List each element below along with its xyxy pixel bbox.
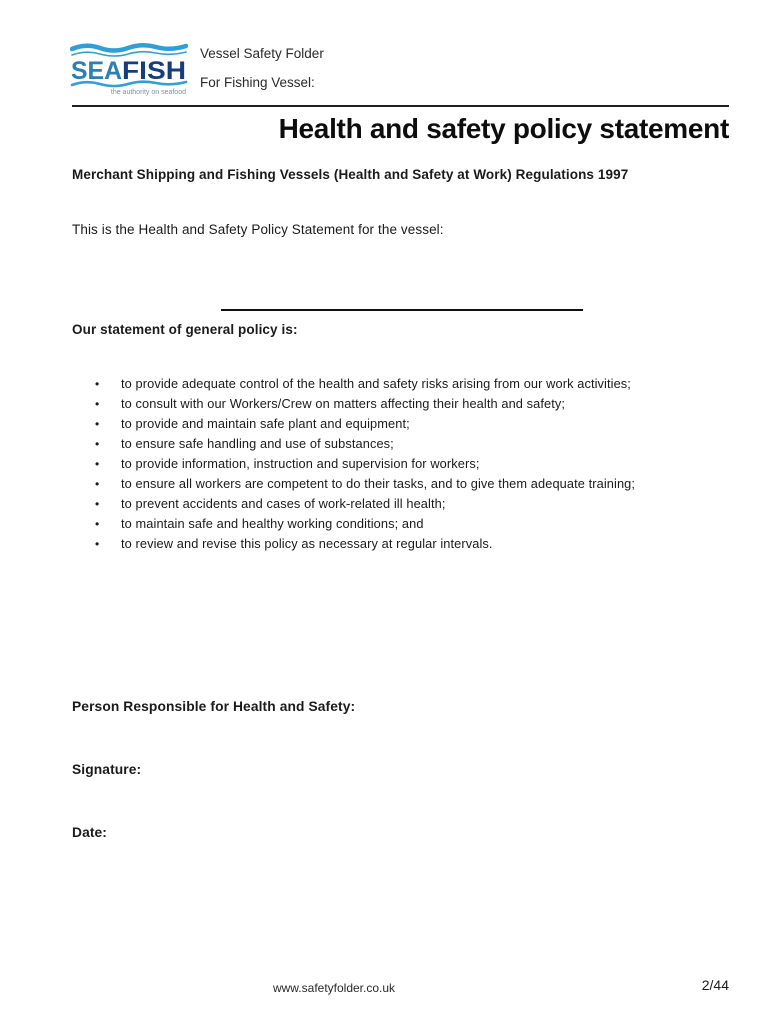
header-folder-title: Vessel Safety Folder [200,46,324,61]
bullet-icon: • [95,497,100,511]
bullet-icon: • [95,397,100,411]
policy-list-item: • to review and revise this policy as necessary at regular intervals. [72,534,712,554]
policy-list [72,374,712,554]
date-label: Date: [72,825,107,840]
bullet-icon: • [95,417,100,431]
policy-list-item: • to prevent accidents and cases of work-related ill health; [72,494,712,514]
vessel-name-blank-line [221,296,583,311]
header-text [200,46,324,90]
bullet-icon: • [95,437,100,451]
policy-list-item: • to provide information, instruction and supervision for workers; [72,454,712,474]
logo-wave-top-thick [72,45,186,50]
policy-list-item: • to provide and maintain safe plant and equipment; [72,414,712,434]
person-responsible-label: Person Responsible for Health and Safety: [72,699,356,714]
logo-text-sea: SEA [71,57,122,85]
logo-text-fish: FISH [122,57,186,85]
logo-tagline: the authority on seafood [110,89,186,96]
policy-list-item: • to ensure all workers are competent to do their tasks, and to give them adequate training; [72,474,712,494]
page-title: Health and safety policy statement [278,113,729,144]
logo-wave-top-thin [72,52,186,56]
section-heading: Our statement of general policy is: [72,322,298,337]
page-number: 2/44 [701,977,729,993]
signature-label: Signature: [72,762,142,777]
policy-list-item: • to ensure safe handling and use of substances; [72,434,712,454]
regulation-subtitle: Merchant Shipping and Fishing Vessels (Health and Safety at Work) Regulations 1997 [72,167,629,182]
bullet-icon: • [95,377,100,391]
policy-list-item: • to maintain safe and healthy working conditions; and [72,514,712,534]
header-divider [72,105,729,107]
header-vessel-label: For Fishing Vessel: [200,75,315,90]
bullet-icon: • [95,517,100,531]
seafish-logo-graphic [70,42,188,96]
policy-list-item: • to consult with our Workers/Crew on matters affecting their health and safety; [72,394,712,414]
bullet-icon: • [95,457,100,471]
policy-list-item: • to provide adequate control of the health and safety risks arising from our work activities; [72,374,712,394]
bullet-icon: • [95,537,100,551]
intro-text: This is the Health and Safety Policy Statement for the vessel: [72,222,444,237]
bullet-icon: • [95,477,100,491]
footer-url: www.safetyfolder.co.uk [272,981,396,995]
seafish-logo [70,42,188,96]
